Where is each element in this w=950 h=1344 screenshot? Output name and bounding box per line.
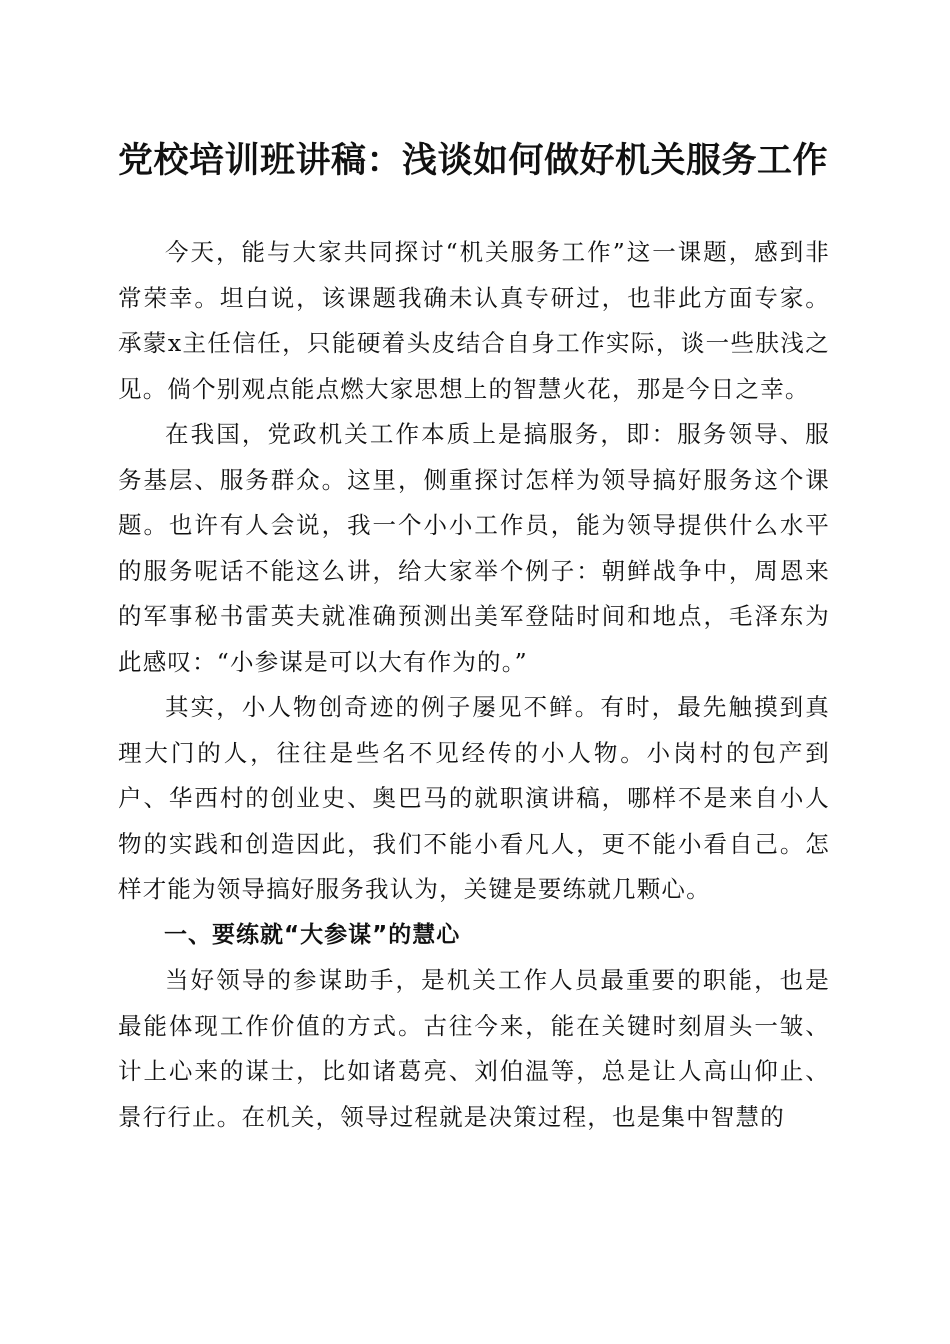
paragraph-service-nature: 在我国，党政机关工作本质上是搞服务，即：服务领导、服务基层、服务群众。这里，侧重探讨怎样为领导搞好服务这个课题。也许有人会说，我一个小小工作员，能为领导提供什么水平的服务呢话不能这么讲，给大家举个例子：朝鲜战争中，周恩来的军事秘书雷英夫就准确预测出美军登陆时间和地点，毛泽东为此感叹：“小参谋是可以大有作为的。”: [118, 420, 830, 676]
paragraph-section-one: 当好领导的参谋助手，是机关工作人员最重要的职能，也是最能体现工作价值的方式。古往今来，能在关键时刻眉头一皱、计上心来的谋士，比如诸葛亮、刘伯温等，总是让人高山仰止、景行行止。在机关，领导过程就是决策过程，也是集中智慧的: [118, 966, 830, 1131]
section-heading: 一、要练就“大参谋”的慧心: [164, 921, 461, 948]
paragraph-small-people: 其实，小人物创奇迹的例子屡见不鲜。有时，最先触摸到真理大门的人，往往是些名不见经传的小人物。小岗村的包产到户、华西村的创业史、奥巴马的就职演讲稿，哪样不是来自小人物的实践和创造因此，我们不能小看凡人，更不能小看自己。怎样才能为领导搞好服务我认为，关键是要练就几颗心。: [118, 693, 830, 903]
document-title: 党校培训班讲稿：浅谈如何做好机关服务工作: [118, 140, 829, 181]
document-body: [118, 230, 830, 1140]
paragraph-intro: 今天，能与大家共同探讨“机关服务工作”这一课题，感到非常荣幸。坦白说，该课题我确未认真专研过，也非此方面专家。承蒙x主任信任，只能硬着头皮结合自身工作实际，谈一些肤浅之见。倘个别观点能点燃大家思想上的智慧火花，那是今日之幸。: [118, 238, 830, 403]
